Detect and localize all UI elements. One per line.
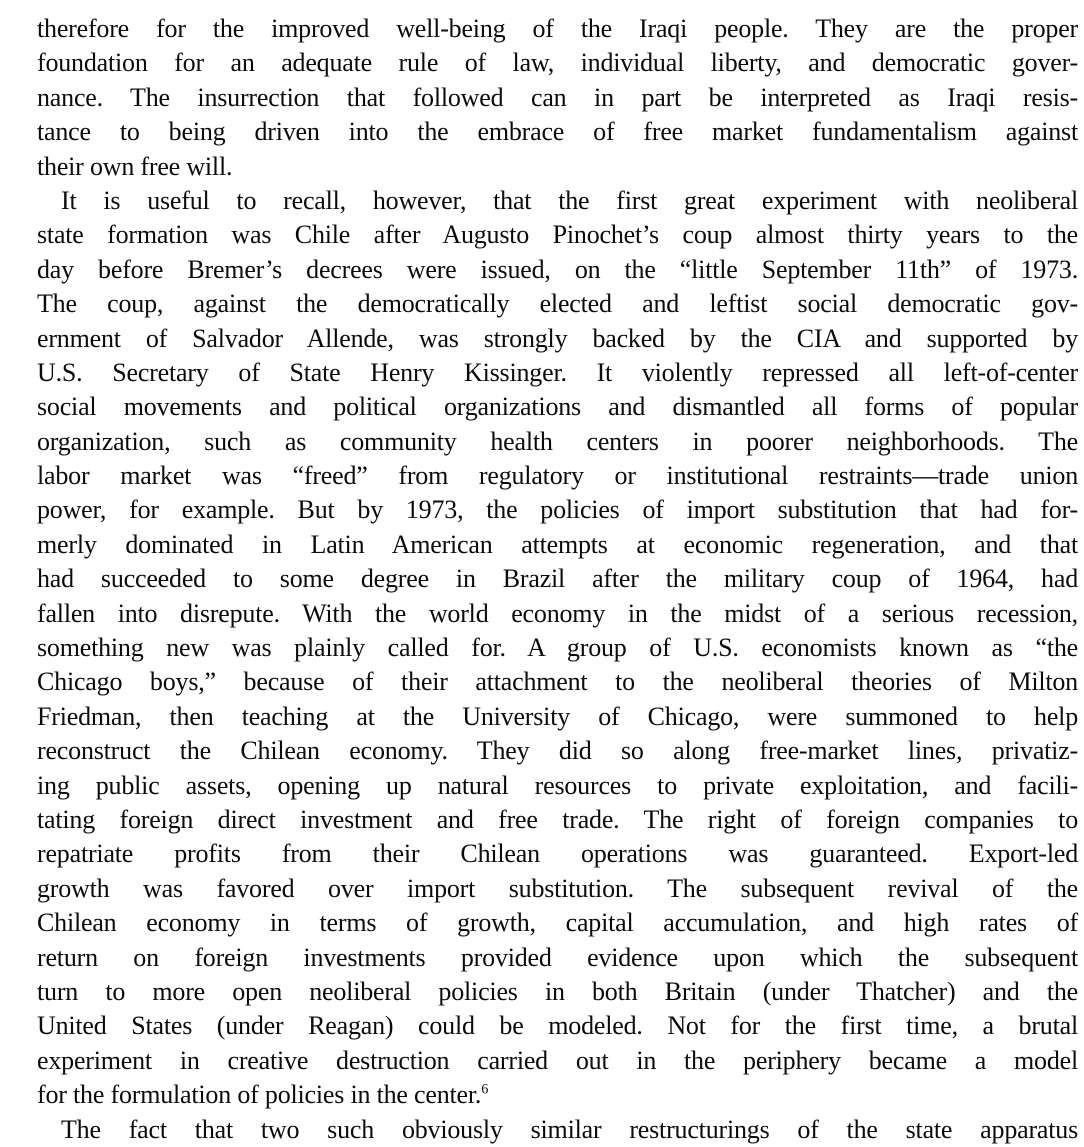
text-line: United States (under Reagan) could be modeled. Not for the first time, a brutal [37,1011,1078,1041]
text-line: state formation was Chile after Augusto Pinochet’s coup almost thirty years to the [37,220,1078,250]
text-line: Chilean economy in terms of growth, capital accumulation, and high rates of [37,908,1078,938]
text-line: tating foreign direct investment and free trade. The right of foreign companies to [37,804,1078,834]
text-line: social movements and political organizations and dismantled all forms of popular [37,392,1078,422]
text-line: Friedman, then teaching at the University of Chicago, were summoned to help [37,701,1078,731]
text-line: something new was plainly called for. A group of U.S. economists known as “the [37,633,1078,663]
text-line: their own free will. [37,151,233,181]
text-line: It is useful to recall, however, that the first great experiment with neoliberal [61,185,1078,215]
text-line: ing public assets, opening up natural resources to private exploitation, and facili- [37,770,1078,800]
text-line: U.S. Secretary of State Henry Kissinger. It violently repressed all left-of-center [37,357,1078,387]
text-line: The coup, against the democratically elected and leftist social democratic gov- [37,289,1078,319]
text-line: nance. The insurrection that followed can in part be interpreted as Iraqi resis- [37,82,1078,112]
text-line: growth was favored over import substitution. The subsequent revival of the [37,873,1078,903]
text-line: labor market was “freed” from regulatory or institutional restraints—trade union [37,461,1078,491]
text-line: had succeeded to some degree in Brazil after the military coup of 1964, had [37,564,1078,594]
text-line: experiment in creative destruction carried out in the periphery became a model [37,1045,1078,1075]
text-line: tance to being driven into the embrace of free market fundamentalism against [37,117,1078,147]
text-line: power, for example. But by 1973, the policies of import substitution that had for- [37,495,1078,525]
text-line: foundation for an adequate rule of law, individual liberty, and democratic gover- [37,48,1078,78]
footnote-reference: 6 [481,1081,489,1098]
paragraph [37,1113,1078,1147]
text-line: Chicago boys,” because of their attachment to the neoliberal theories of Milton [37,667,1078,697]
text-line-clipped: The fact that two such obviously similar restructurings of the state apparatus [61,1114,1078,1144]
text-line: return on foreign investments provided evidence upon which the subsequent [37,942,1078,972]
paragraph [37,12,1078,184]
text-line: ernment of Salvador Allende, was strongly backed by the CIA and supported by [37,323,1078,353]
text-line: day before Bremer’s decrees were issued, on the “little September 11th” of 1973. [37,254,1078,284]
text-line: fallen into disrepute. With the world economy in the midst of a serious recession, [37,598,1078,628]
text-line: merly dominated in Latin American attempts at economic regeneration, and that [37,529,1078,559]
text-line: turn to more open neoliberal policies in both Britain (under Thatcher) and the [37,976,1078,1006]
text-line: for the formulation of policies in the center.$^6$ [37,1080,489,1110]
text-line: therefore for the improved well-being of the Iraqi people. They are the proper [37,14,1078,43]
text-line: repatriate profits from their Chilean operations was guaranteed. Export-led [37,839,1078,869]
text-line: reconstruct the Chilean economy. They did so along free-market lines, privatiz- [37,736,1078,766]
text-line: organization, such as community health centers in poorer neighborhoods. The [37,426,1078,456]
paragraph [37,184,1078,1113]
